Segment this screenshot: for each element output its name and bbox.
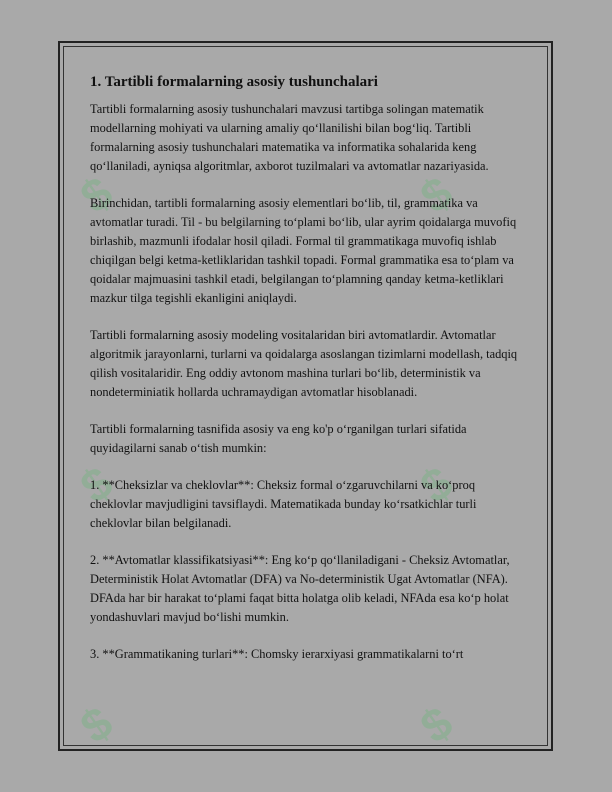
svg-text:$: $ [410,695,462,754]
paragraph-elements: Birinchidan, tartibli formalarning asosiy elementlari bo‘lib, til, grammatika va avtomatlar turadi. Til - bu belgilarning to‘plami bo‘lib, ular ayrim qoidalarga muvofiq birlashib, mazmunli ifodalar hosil qiladi. Formal til grammatikaga muvofiq ishlab chiqilgan belgi ketma-ketliklaridan tashkil topadi. Formal grammatika esa to‘plam va qoidalar majmuasini tashkil etadi, belgilangan to‘plamning qanday ketma-ketliklari mazkur tilga tegishli ekanligini aniqlaydi. [90,196,517,305]
svg-text:$: $ [70,455,122,514]
svg-text:$: $ [410,165,462,224]
list-item-3: 3. **Grammatikaning turlari**: Chomsky ierarxiyasi grammatikalarni to‘rt [90,647,464,661]
list-item-1: 1. **Cheksizlar va cheklovlar**: Cheksiz formal o‘zgaruvchilarni va ko‘proq cheklovlar mavjudligini tavsiflaydi. Matematikada bunday ko‘rsatkichlar turli cheklovlar bilan belgilanadi. [90,478,477,530]
svg-text:$: $ [70,165,122,224]
paragraph-automata: Tartibli formalarning asosiy modeling vositalaridan biri avtomatlardir. Avtomatlar algoritmik jarayonlarni, turlarni va qoidalarga asoslangan tizimlarni modellash, tadqiq qilish vositalaridir. Eng oddiy avtonom mashina turlari bo‘lib, deterministik va nondeterminiatik hollarda uchramaydigan avtomatlar hisoblanadi. [90,328,518,399]
list-item-2: 2. **Avtomatlar klassifikatsiyasi**: Eng ko‘p qo‘llaniladigani - Cheksiz Avtomatlar, Deterministik Holat Avtomatlar (DFA) va No-deterministik Ugat Avtomatlar (NFA). DFAda har bir harakat to‘plami faqat bitta holatga olib keladi, NFAda esa ko‘p holat yondashuvlari mavjud bo‘lishi mumkin. [90,553,510,624]
paragraph-classification-intro: Tartibli formalarning tasnifida asosiy va eng ko'p o‘rganilgan turlari sifatida quyidagilarni sanab o‘tish mumkin: [90,422,467,455]
svg-text:$: $ [410,455,462,514]
svg-text:$: $ [70,695,122,754]
document-body [90,73,530,682]
section-heading: 1. Tartibli formalarning asosiy tushunchalari [90,74,378,90]
paragraph-intro: Tartibli formalarning asosiy tushunchalari mavzusi tartibga solingan matematik modellarning mohiyati va ularning amaliy qo‘llanilishi bilan bog‘liq. Tartibli formalarning asosiy tushunchalari matematika va informatika sohalarida keng qo‘llaniladi, ayniqsa algoritmlar, axborot tuzilmalari va avtomatlar nazariyasida. [90,102,489,173]
